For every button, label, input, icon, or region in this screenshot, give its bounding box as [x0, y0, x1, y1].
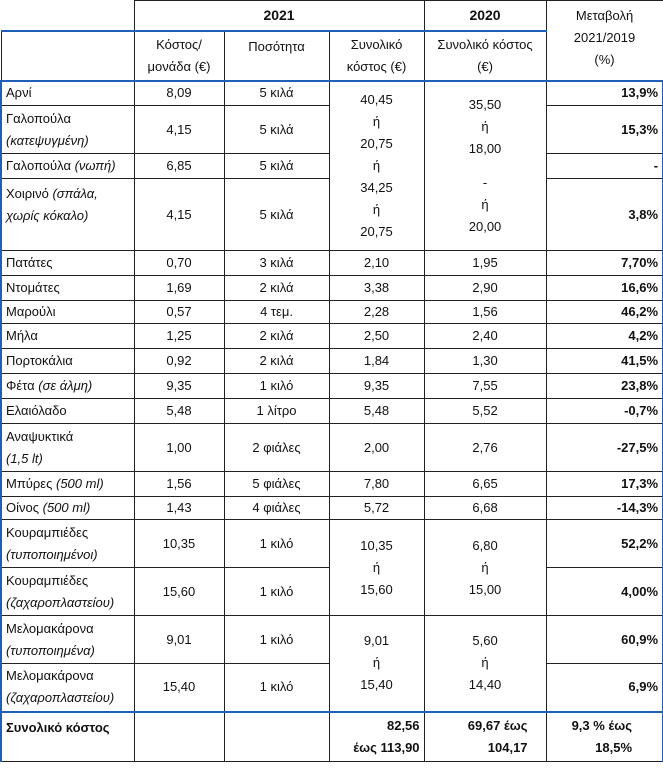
- table-row: [1, 349, 663, 374]
- unit-cost: 10,35: [134, 520, 224, 568]
- meat-total-2020: 35,50 ή 18,00 - ή 20,00: [424, 81, 546, 251]
- change-pct: 4,2%: [546, 324, 663, 349]
- change-pct: -0,7%: [546, 399, 663, 424]
- table-row: [1, 520, 663, 568]
- unit-cost-header: Κόστος/ μονάδα (€): [134, 31, 224, 81]
- unit-cost: 15,60: [134, 568, 224, 616]
- change-pct: 46,2%: [546, 301, 663, 324]
- total-2020: 6,65: [424, 472, 546, 497]
- table-row: [1, 497, 663, 520]
- kourampiedes-total-2021: 10,35 ή 15,60: [329, 520, 424, 616]
- quantity: 1 λίτρο: [224, 399, 329, 424]
- total-2020: 2,76: [424, 424, 546, 472]
- change-pct: 7,70%: [546, 251, 663, 276]
- total-2021: 1,84: [329, 349, 424, 374]
- item-name: Φέτα (σε άλμη): [1, 374, 134, 399]
- unit-cost: 4,15: [134, 179, 224, 251]
- unit-cost: 9,35: [134, 374, 224, 399]
- change-pct: 60,9%: [546, 616, 663, 664]
- change-pct: 52,2%: [546, 520, 663, 568]
- unit-cost: 5,48: [134, 399, 224, 424]
- total-2020: 6,68: [424, 497, 546, 520]
- total-2021: 2,28: [329, 301, 424, 324]
- item-name: Ελαιόλαδο: [1, 399, 134, 424]
- item-name: Χοιρινό (σπάλα, χωρίς κόκαλο): [1, 179, 134, 251]
- unit-cost: 0,57: [134, 301, 224, 324]
- total-2020: 2,90: [424, 276, 546, 301]
- melomakarona-total-2020: 5,60 ή 14,40: [424, 616, 546, 712]
- item-name: Μελομακάρονα (τυποποιημένα): [1, 616, 134, 664]
- total-2021: 5,48: [329, 399, 424, 424]
- item-name: Κουραμπιέδες (τυποποιημένοι): [1, 520, 134, 568]
- quantity-header: Ποσότητα: [224, 31, 329, 81]
- unit-cost: 1,00: [134, 424, 224, 472]
- table-row: [1, 251, 663, 276]
- total-2020: 69,67 έως 104,17: [424, 712, 546, 762]
- item-name: Ντομάτες: [1, 276, 134, 301]
- unit-cost: 9,01: [134, 616, 224, 664]
- total-cost-2021-header: Συνολικό κόστος (€): [329, 31, 424, 81]
- change-pct: -: [546, 154, 663, 179]
- quantity: 5 κιλά: [224, 154, 329, 179]
- quantity: 4 τεμ.: [224, 301, 329, 324]
- quantity: 4 φιάλες: [224, 497, 329, 520]
- item-name: Οίνος (500 ml): [1, 497, 134, 520]
- unit-cost: 6,85: [134, 154, 224, 179]
- change-pct: 16,6%: [546, 276, 663, 301]
- meat-total-2021: 40,45 ή 20,75 ή 34,25 ή 20,75: [329, 81, 424, 251]
- unit-cost: 15,40: [134, 664, 224, 712]
- change-pct: 6,9%: [546, 664, 663, 712]
- item-name: Κουραμπιέδες (ζαχαροπλαστείου): [1, 568, 134, 616]
- quantity: 5 κιλά: [224, 179, 329, 251]
- total-2020: 1,95: [424, 251, 546, 276]
- total-row: [1, 712, 663, 762]
- total-2021: 3,38: [329, 276, 424, 301]
- item-name: Γαλοπούλα (νωπή): [1, 154, 134, 179]
- melomakarona-total-2021: 9,01 ή 15,40: [329, 616, 424, 712]
- quantity: 5 φιάλες: [224, 472, 329, 497]
- table-row: [1, 616, 663, 664]
- total-2020: 2,40: [424, 324, 546, 349]
- change-pct: 23,8%: [546, 374, 663, 399]
- change-pct: -14,3%: [546, 497, 663, 520]
- item-name: Γαλοπούλα (κατεψυγμένη): [1, 106, 134, 154]
- quantity: 1 κιλό: [224, 374, 329, 399]
- table-row: [1, 301, 663, 324]
- total-2021: 2,00: [329, 424, 424, 472]
- quantity: 2 φιάλες: [224, 424, 329, 472]
- total-2021: 2,50: [329, 324, 424, 349]
- quantity: 2 κιλά: [224, 276, 329, 301]
- item-name: Μήλα: [1, 324, 134, 349]
- total-change: 9,3 % έως 18,5%: [546, 712, 663, 762]
- change-pct: 15,3%: [546, 106, 663, 154]
- total-2020: 1,30: [424, 349, 546, 374]
- change-header: Μεταβολή 2021/2019 (%): [546, 1, 663, 81]
- change-pct: -27,5%: [546, 424, 663, 472]
- total-2020: 1,56: [424, 301, 546, 324]
- total-2021: 9,35: [329, 374, 424, 399]
- unit-cost: 4,15: [134, 106, 224, 154]
- quantity: 1 κιλό: [224, 520, 329, 568]
- table-row: [1, 399, 663, 424]
- table-row: [1, 472, 663, 497]
- item-name: Πορτοκάλια: [1, 349, 134, 374]
- table-row: [1, 324, 663, 349]
- unit-cost: 8,09: [134, 81, 224, 106]
- total-2021: 82,56 έως 113,90: [329, 712, 424, 762]
- unit-cost: 1,43: [134, 497, 224, 520]
- quantity: 1 κιλό: [224, 616, 329, 664]
- item-name: Πατάτες: [1, 251, 134, 276]
- quantity: 2 κιλά: [224, 349, 329, 374]
- quantity: 3 κιλά: [224, 251, 329, 276]
- item-name: Μπύρες (500 ml): [1, 472, 134, 497]
- total-2020: 5,52: [424, 399, 546, 424]
- total-cost-2020-header: Συνολικό κόστος (€): [424, 31, 546, 81]
- table-row: [1, 424, 663, 472]
- item-name: Μαρούλι: [1, 301, 134, 324]
- header-years-row: [1, 1, 663, 31]
- change-pct: 41,5%: [546, 349, 663, 374]
- change-pct: 17,3%: [546, 472, 663, 497]
- unit-cost: 1,56: [134, 472, 224, 497]
- quantity: 1 κιλό: [224, 568, 329, 616]
- total-label: Συνολικό κόστος: [1, 712, 134, 762]
- total-2021: 2,10: [329, 251, 424, 276]
- item-name: Αναψυκτικά (1,5 lt): [1, 424, 134, 472]
- unit-cost: 0,70: [134, 251, 224, 276]
- item-name: Αρνί: [1, 81, 134, 106]
- year-2020-header: 2020: [424, 1, 546, 31]
- item-name: Μελομακάρονα (ζαχαροπλαστείου): [1, 664, 134, 712]
- total-2021: 5,72: [329, 497, 424, 520]
- unit-cost: 1,69: [134, 276, 224, 301]
- change-pct: 3,8%: [546, 179, 663, 251]
- unit-cost: 0,92: [134, 349, 224, 374]
- table-row: [1, 276, 663, 301]
- change-pct: 13,9%: [546, 81, 663, 106]
- quantity: 1 κιλό: [224, 664, 329, 712]
- year-2021-header: 2021: [134, 1, 424, 31]
- change-pct: 4,00%: [546, 568, 663, 616]
- quantity: 2 κιλά: [224, 324, 329, 349]
- unit-cost: 1,25: [134, 324, 224, 349]
- kourampiedes-total-2020: 6,80 ή 15,00: [424, 520, 546, 616]
- total-2021: 7,80: [329, 472, 424, 497]
- total-2020: 7,55: [424, 374, 546, 399]
- table-row: [1, 81, 663, 106]
- table-row: [1, 374, 663, 399]
- quantity: 5 κιλά: [224, 106, 329, 154]
- quantity: 5 κιλά: [224, 81, 329, 106]
